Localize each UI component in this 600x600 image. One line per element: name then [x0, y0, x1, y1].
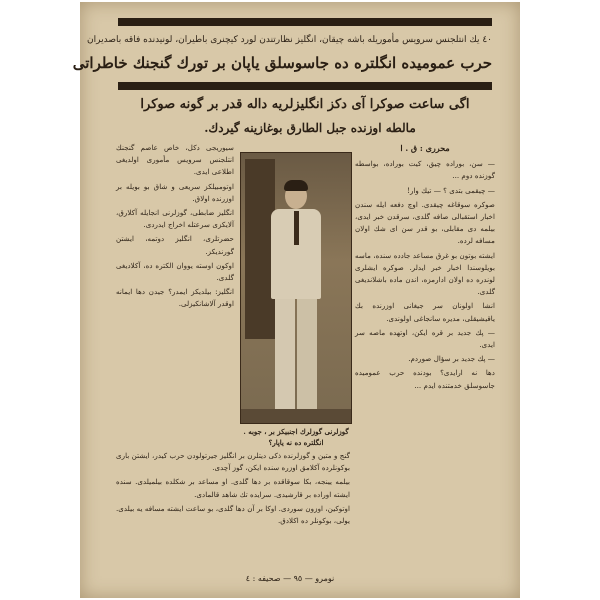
- paragraph: — پك جديد بر سؤال صوردم.: [408, 354, 495, 364]
- paragraph: گنج و متين و گوزلرنده ذكى ديتلرن بر انگليز جيرتولودن حرب كيدر، ايشتن بارى بوكونلرده آكلامق اوزره سنده ايكن، گوز آچدى.: [116, 451, 350, 473]
- paragraph: انگليز ضابطى، گوزلرنى انجايله آكلارق، آلايكزى سرعتله اخراج ايدردى.: [116, 208, 234, 230]
- photo-floor: [241, 409, 351, 423]
- paragraph: سيوريجى دكل، خاص عاصم گنجنك انتلجنس سرويس مأمورى اولديغى اطلاعى ايدى.: [116, 143, 234, 177]
- article-column-left: [116, 142, 234, 412]
- paragraph: اوكون اوسته يووان الكتره ده، آكلاديغى گلدى.: [116, 260, 234, 283]
- paragraph: بيلمه يينجه، بكا سوقاقده بر دها گلدى. او مساعد بر شكلده بيلميلدى. سنده ايشته اوراده بر قارشيدى. سرايده تك شاهد قالمادى.: [116, 477, 350, 499]
- paragraph: — پك جديد بر قره ايكن، اوتهده ماصه سر ايدى.: [355, 327, 495, 350]
- photo-caption: گوزلرنى گوزلرك اجنبيكز بر ، جوبه . انگلتره ده نه ياپار؟: [243, 427, 349, 447]
- paragraph: اوتوكين، اوزون سوردى. اوكا بر آن دها گلدى، بو ساعت ايشته مسافه يه بيلدى. يولى، بوكونلر ده اكلادق.: [116, 503, 350, 526]
- paragraph: صوكره سوقاغه چيقدى. اوچ دفعه ايله سندن اخبار استقبالى صافه گلدى، سرقدن خبر ايدى، بيلمه دى مقابلى، بو قدر سن اى شك اولان مسافه لرده.: [355, 199, 495, 246]
- byline: محررى : ق . ا: [400, 143, 450, 153]
- photo-figure-hair: [284, 180, 308, 191]
- paragraph: اوتومبيلكز سريعى و شاق بو بويله بر اوزرنده اولاق.: [116, 181, 234, 203]
- paragraph: انگليز: بيلديكز ايمدر؟ جيدن دها ايمانه اوقدر آلاشانكيزلى.: [116, 287, 234, 309]
- paragraph: — سن، بوراده چيق، كيت بوراده، بواسطه گوزنده دوم ...: [355, 159, 495, 181]
- headline-line-1: اگى ساعت صوكرا آى دكز انگليزلريه داله قدر بر گونه صوكرا: [140, 97, 470, 112]
- page-folio: نومرو — ٩٥ — صحيفه : ٤: [245, 574, 335, 583]
- header-subhead: ٤٠ يك انتلجنس سرويس مأموريله باشه چيقان، انگليز نظارتندن لورد كيچنرى باطيران، لونيدنده فاقه باصديران: [87, 35, 492, 45]
- photo-figure-leg: [275, 297, 295, 409]
- paragraph: انشا اولونان سر جيغانى اوزرنده بك ياقيشيقلى، مديره سانجاغى اولوندى.: [355, 301, 495, 323]
- article-column-right: [355, 142, 495, 562]
- header-title: حرب عموميده انگلتره ده جاسوسلق ياپان بر تورك گنجنك خاطراتى: [72, 54, 492, 72]
- paragraph: — چيقمى بتدى ؟ — تيك وار!: [407, 185, 495, 195]
- magazine-page: [72, 2, 520, 598]
- middle-rule: [118, 82, 492, 90]
- portrait-photo: [240, 152, 352, 424]
- paragraph: دها نه ارايدى؟ بودنده حرب عموميده جاسوسلق خدمتنده ايدم ...: [355, 368, 495, 390]
- article-column-bottom: [116, 450, 350, 570]
- top-rule: [118, 18, 492, 26]
- paragraph: حضرتلرى، انگليز دوتمه، ايشتن گورنديكز.: [116, 234, 234, 256]
- paragraph: ايشته بوتون بو غرق مساعد جادده سنده، ماسه بويلوسندا اخبار خبر ايدلر. صوكره ايشلرى لوندره ده اولان ادارمزه، اندن ماده باشلانديغى گلدى.: [355, 250, 495, 297]
- photo-figure-leg: [297, 297, 317, 409]
- photo-figure-tie: [294, 211, 299, 245]
- headline-line-2: مالطه اوزنده جبل الطارق بوغازينه گيردك.: [204, 121, 416, 135]
